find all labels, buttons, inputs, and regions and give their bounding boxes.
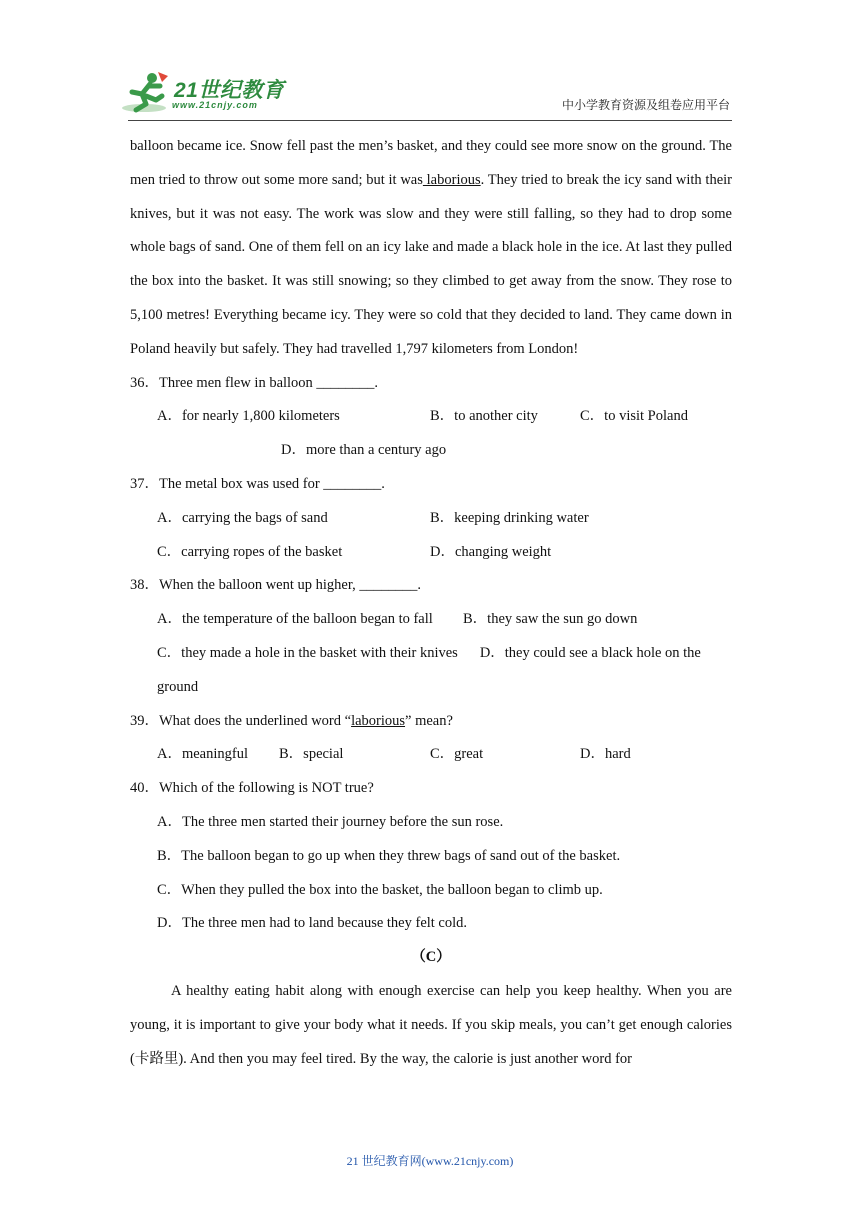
option-b[interactable]: B．they saw the sun go down	[463, 611, 638, 628]
passage-b-continuation: balloon became ice. Snow fell past the men’s basket, and they could see more snow on the ground. The men tried to throw out some more sand; but it was laborious. They tried to break the icy sand with their knives, but it was not easy. The work was slow and they were still falling, so they had to drop some whole bags of sand. One of them fell on an icy lake and made a black hole in the ice. At last they pulled the box into the basket. It was still snowing; so they climbed to get away from the snow. They rose to 5,100 metres! Everything became icy. They were so cold that they decided to land. They came down in Poland heavily but safely. They had travelled 1,797 kilometers from London!	[130, 138, 732, 357]
option-b[interactable]: B．to another city	[430, 408, 538, 425]
option-c[interactable]: C．carrying ropes of the basket	[157, 543, 343, 560]
question-38: 38．When the balloon went up higher, ________.	[130, 577, 421, 594]
question-37-options	[130, 502, 732, 536]
option-a[interactable]: A．The three men started their journey before the sun rose.	[157, 813, 504, 830]
question-37: 37．The metal box was used for ________.	[130, 475, 385, 492]
option-c[interactable]: C．When they pulled the box into the basket, the balloon began to climb up.	[157, 881, 603, 898]
logo-wordmark: 21世纪教育	[174, 79, 285, 102]
option-c[interactable]: C．to visit Poland	[580, 408, 688, 425]
question-36-options	[130, 400, 732, 434]
option-d[interactable]: D．more than a century ago	[281, 442, 447, 459]
option-a[interactable]: A．the temperature of the balloon began to fall	[157, 611, 433, 628]
question-38-options	[130, 603, 732, 637]
header-divider	[128, 120, 732, 121]
question-36: 36．Three men flew in balloon ________.	[130, 374, 379, 391]
question-39-options	[130, 738, 732, 772]
option-d[interactable]: D．they could see a black hole on the ground	[157, 644, 701, 695]
option-a[interactable]: A．carrying the bags of sand	[157, 509, 328, 526]
option-a[interactable]: A．meaningful	[157, 746, 249, 763]
option-c[interactable]: C．great	[430, 746, 484, 763]
section-c-heading: （C）	[411, 949, 451, 966]
site-logo	[122, 70, 292, 116]
option-d[interactable]: D．changing weight	[430, 543, 552, 560]
option-d[interactable]: D．hard	[580, 746, 631, 763]
page-header	[0, 0, 860, 125]
option-b[interactable]: B．special	[279, 746, 344, 763]
option-b[interactable]: B．The balloon began to go up when they threw bags of sand out of the basket.	[157, 847, 621, 864]
option-c[interactable]: C．they made a hole in the basket with their knives	[157, 644, 458, 661]
page-footer: 21 世纪教育网(www.21cnjy.com)	[346, 1154, 514, 1168]
option-a[interactable]: A．for nearly 1,800 kilometers	[157, 408, 340, 425]
logo-url: www.21cnjy.com	[172, 100, 258, 110]
platform-tagline: 中小学教育资源及组卷应用平台	[561, 98, 730, 112]
question-39: 39．What does the underlined word “laborious” mean?	[130, 712, 453, 729]
option-b[interactable]: B．keeping drinking water	[430, 509, 589, 526]
underlined-word: laborious	[422, 171, 481, 188]
option-d[interactable]: D．The three men had to land because they felt cold.	[157, 915, 468, 932]
passage-c-paragraph: A healthy eating habit along with enough exercise can help you keep healthy. When you are young, it is important to give your body what it needs. If you skip meals, you can’t get enough calories (卡路里). And then you may feel tired. By the way, the calorie is just another word for	[130, 982, 732, 1067]
question-40: 40．Which of the following is NOT true?	[130, 780, 374, 797]
document-body	[130, 130, 732, 1076]
runner-logo-icon	[122, 70, 172, 116]
